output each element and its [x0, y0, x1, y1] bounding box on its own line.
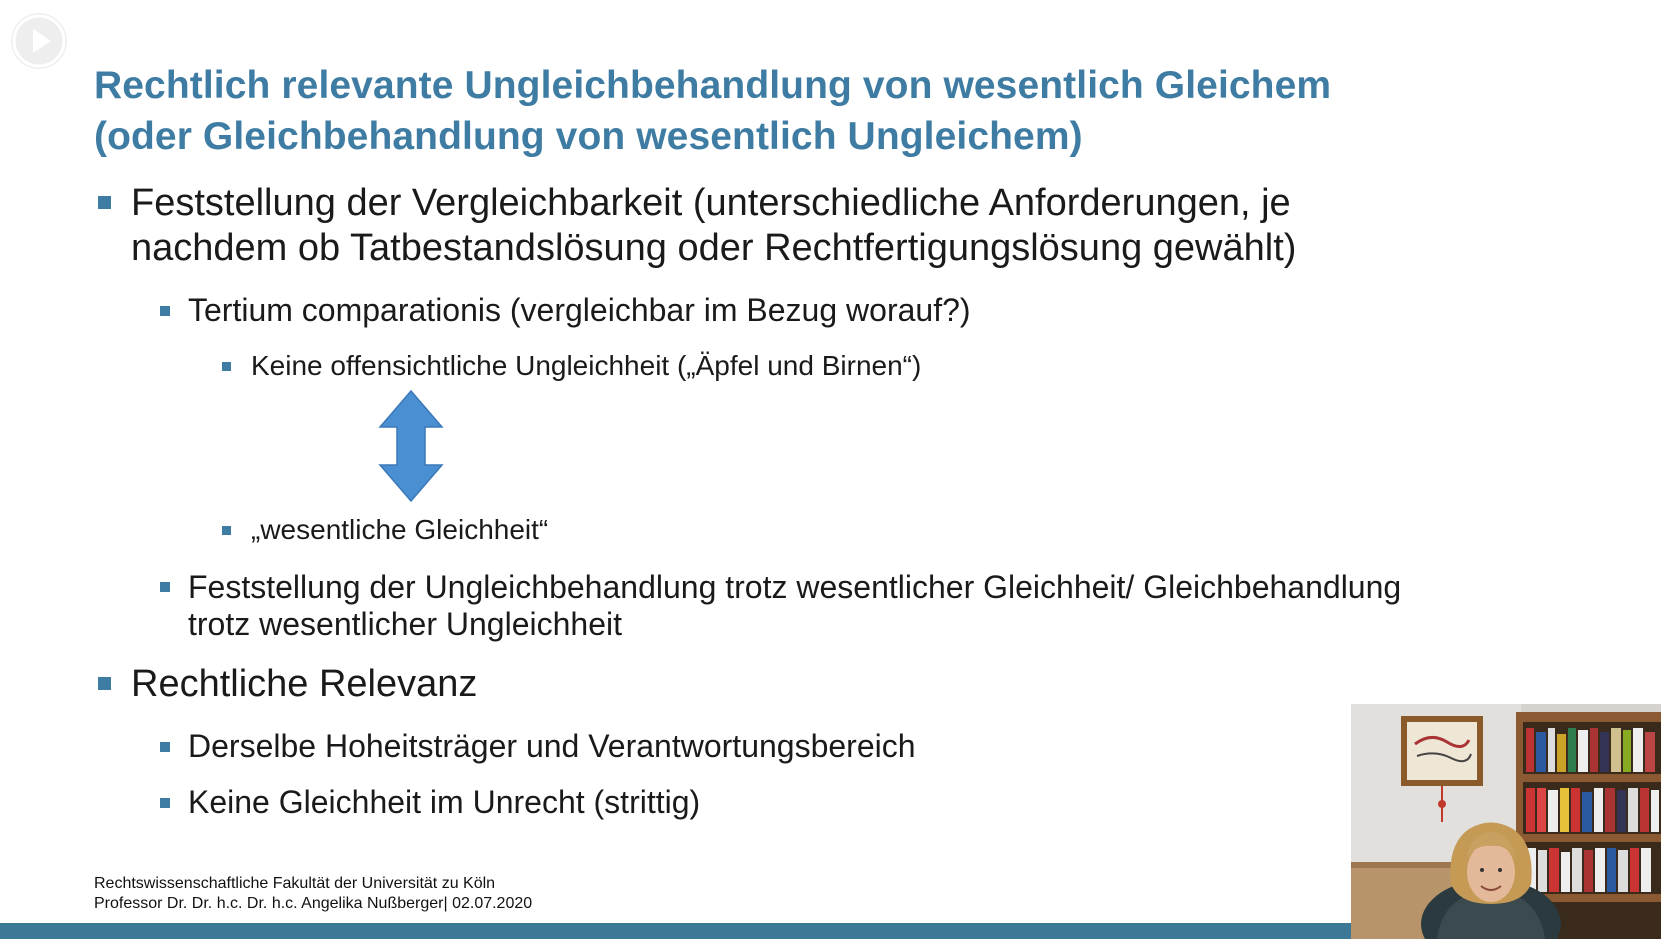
bullet-same-authority: Derselbe Hoheitsträger und Verantwortungsbereich — [188, 728, 916, 764]
slide-title — [94, 60, 1331, 162]
bullet-no-equality-in-wrong: Keine Gleichheit im Unrecht (strittig) — [188, 784, 701, 820]
bullet-marker — [98, 196, 111, 209]
slide-title-line-2: (oder Gleichbehandlung von wesentlich Ungleichem) — [94, 115, 1083, 158]
bullet-no-obvious-inequality: Keine offensichtliche Ungleichheit („Äpfel und Birnen“) — [251, 350, 922, 381]
bullet-essential-equality: „wesentliche Gleichheit“ — [251, 514, 549, 545]
bullet-marker — [160, 582, 170, 592]
play-icon — [11, 13, 67, 69]
bullet-marker — [98, 677, 111, 690]
bullet-unequal-treatment-line-2: trotz wesentlicher Ungleichheit — [188, 606, 622, 642]
bullet-marker — [222, 526, 231, 535]
speaker-video-feed[interactable] — [1351, 704, 1661, 939]
bullet-marker — [160, 798, 170, 808]
slide-title-line-1: Rechtlich relevante Ungleichbehandlung von wesentlich Gleichem — [94, 64, 1332, 107]
bullet-unequal-treatment — [188, 569, 1401, 643]
bullet-comparability — [131, 181, 1296, 271]
bullet-comparability-line-1: Feststellung der Vergleichbarkeit (unterschiedliche Anforderungen, je — [131, 182, 1291, 224]
bullet-legal-relevance: Rechtliche Relevanz — [131, 663, 478, 705]
slide-footer — [94, 874, 532, 914]
bullet-unequal-treatment-line-1: Feststellung der Ungleichbehandlung trotz wesentlicher Gleichheit/ Gleichbehandlung — [188, 569, 1402, 605]
bullet-marker — [160, 742, 170, 752]
double-headed-vertical-arrow-icon — [378, 390, 444, 502]
bullet-marker — [160, 306, 170, 316]
play-button[interactable] — [11, 13, 67, 69]
bullet-marker — [222, 362, 231, 371]
footer-author-date: Professor Dr. Dr. h.c. Dr. h.c. Angelika Nußberger| 02.07.2020 — [94, 895, 533, 912]
footer-institution: Rechtswissenschaftliche Fakultät der Universität zu Köln — [94, 875, 496, 892]
bullet-tertium-comparationis: Tertium comparationis (vergleichbar im Bezug worauf?) — [188, 292, 971, 328]
webcam-scene — [1351, 704, 1661, 939]
bullet-comparability-line-2: nachdem ob Tatbestandslösung oder Rechtfertigungslösung gewählt) — [131, 227, 1297, 269]
